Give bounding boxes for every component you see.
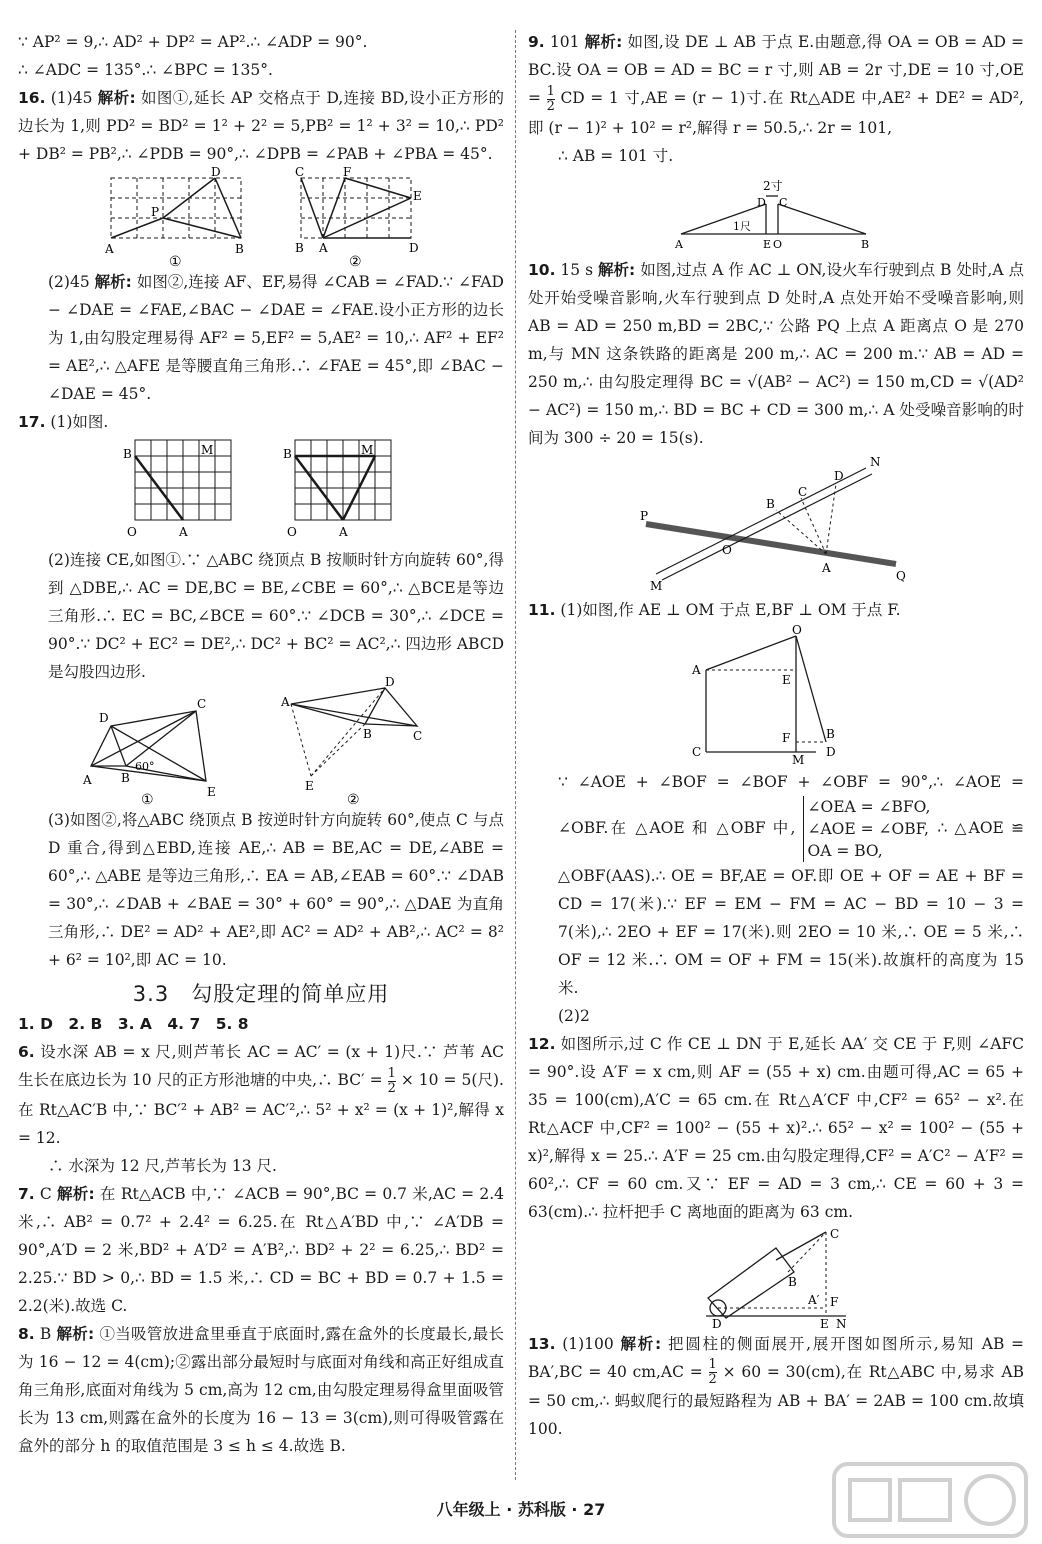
svg-text:P: P	[151, 205, 160, 219]
figure-label: 2寸	[763, 178, 783, 193]
text: 如图,设 DE ⊥ AB 于点 E.由题意,得 OA = OB = AD = BC.设 OA = OB = AD = BC = r 寸,则 AB = 2r 寸,DE = 10 寸,OE =	[528, 33, 1025, 107]
answer: (2)45	[48, 273, 90, 291]
answer: (1)如图.	[50, 413, 109, 431]
text: CD = 1 寸,AE = (r − 1)寸.在 Rt△ADE 中,AE² + DE² = AD²,即 (r − 1)² + 10² = r²,解得 r = 50.5,∴ 2r = 101,	[528, 89, 1024, 137]
svg-text:E: E	[207, 785, 216, 799]
svg-text:C: C	[692, 744, 702, 759]
luggage-figure	[696, 1226, 856, 1331]
text-line: ∵ AP² = 9,∴ AD² + DP² = AP².∴ ∠ADP = 90°.	[18, 33, 368, 51]
svg-text:A: A	[822, 560, 831, 575]
answer: (1)45	[50, 89, 93, 107]
watermark-logo	[830, 1460, 1030, 1540]
analysis-label: 解析:	[94, 273, 132, 291]
svg-text:B: B	[788, 1274, 797, 1289]
svg-text:A: A	[675, 237, 683, 251]
svg-text:D: D	[826, 744, 836, 759]
text: 设水深 AB = x 尺,则芦苇长 AC = AC′ = (x + 1)尺.∵ 芦苇 AC 生长在底边长为 10 尺的正方形池塘的中央,∴ BC′ =	[18, 1043, 504, 1089]
svg-text:A: A	[319, 241, 328, 255]
question-number: 12.	[528, 1034, 556, 1053]
svg-text:M: M	[650, 578, 663, 593]
svg-text:B: B	[766, 496, 775, 511]
question-number: 16.	[18, 89, 46, 107]
svg-text:P: P	[640, 508, 649, 523]
svg-text:C: C	[295, 165, 305, 179]
q17-figures	[18, 675, 504, 808]
svg-text:D: D	[757, 195, 766, 209]
analysis-text: 如图②,连接 AF、EF,易得 ∠CAB = ∠FAD.∵ ∠FAD − ∠DAE = ∠FAE,∠BAC − ∠DAE = ∠FAE.设小正方形的边长为 1,由勾股定理易得 AF² = 5,EF² = 5,AE² = 10,∴ AF² + EF² = AE²,∴ △AFE 是等腰直角三角形.∴ ∠FAE = 45°,即 ∠BAC − ∠DAE = 45°.	[48, 273, 504, 403]
svg-text:A: A	[692, 662, 701, 677]
svg-text:E: E	[820, 1316, 829, 1331]
text: × 10 = 5(尺).在 Rt△AC′B 中,∵ BC′² + AB² = AC′²,∴ 5² + x² = (x + 1)²,解得 x = 12.	[18, 1071, 504, 1147]
question-number: 6.	[18, 1043, 35, 1061]
question-number: 10.	[528, 260, 556, 279]
svg-text:B: B	[363, 727, 372, 741]
svg-text:B: B	[295, 241, 304, 255]
grid-figure-17a	[121, 436, 241, 546]
door-figure	[671, 172, 881, 254]
rotation-figure-1	[81, 686, 241, 806]
svg-text:O: O	[127, 525, 137, 539]
svg-text:E: E	[782, 672, 791, 687]
figure-label: ①	[169, 254, 182, 270]
svg-text:B: B	[826, 726, 835, 741]
question-17	[18, 408, 504, 436]
text: ∴ △AOE ≌	[937, 818, 1024, 837]
svg-text:A: A	[83, 773, 92, 787]
analysis-text: ①当吸管放进盒里垂直于底面时,露在盒外的长度最长,最长为 16 − 12 = 4(cm);②露出部分最短时与底面对角线和高正好组成直角三角形,底面对角线为 5 cm,高为 12 cm,由勾股定理易得盒里面吸管长为 13 cm,则露在盒外的长度为 16 − 13 = 3(cm),则可得吸管露在盒外的部分 h 的取值范围是 3 ≤ h ≤ 4.故选 B.	[18, 1324, 504, 1455]
svg-text:B: B	[283, 447, 292, 461]
q17-part3: (3)如图②,将△ABC 绕顶点 B 按逆时针方向旋转 60°,使点 C 与点 D 重合,得到△EBD,连接 AE,∴ AB = BE,AC = DE,∠ABE = 60°,∴ △ABE 是等边三角形,∴ EA = AB,∠EAB = 60°.∵ ∠DAB = 30°,∴ ∠DAB + ∠BAE = 30° + 60° = 90°,∴ △DAE 为直角三角形,∴ DE² = AD² + AE²,即 AC² = AD² + AB²,∴ AC² = 8² + 6² = 10²,即 AC = 10.	[48, 811, 504, 969]
svg-text:E: E	[413, 189, 422, 203]
svg-text:D: D	[712, 1316, 722, 1331]
answer: (1)100	[562, 1334, 614, 1353]
right-column	[528, 28, 1024, 1443]
svg-text:D: D	[834, 468, 844, 483]
svg-text:A′: A′	[808, 1292, 820, 1307]
svg-text:C: C	[830, 1226, 840, 1241]
q11-proof	[528, 768, 1024, 1002]
svg-text:E: E	[763, 237, 772, 251]
figure-label: ②	[349, 254, 362, 270]
question-6	[18, 1038, 504, 1152]
answer: 15 s	[560, 260, 594, 279]
question-8	[18, 1320, 504, 1460]
svg-text:F: F	[830, 1294, 839, 1309]
q16-part2	[18, 268, 504, 408]
question-11	[528, 596, 1024, 624]
svg-text:O: O	[792, 622, 802, 637]
column-divider	[515, 30, 516, 1480]
analysis-label: 解析:	[56, 1184, 95, 1203]
equation-system	[803, 796, 931, 862]
analysis-text: 在 Rt△ACB 中,∵ ∠ACB = 90°,BC = 0.7 米,AC = 2.4 米,∴ AB² = 0.7² + 2.4² = 6.25.在 Rt△A′BD 中,∵ ∠A′DB = 90°,A′D = 2 米,BD² + A′D² = A′B²,∴ BD² + 2² = 6.25,∴ BD² = 2.25.∵ BD > 0,∴ BD = 1.5 米,∴ CD = BC + BD = 0.7 + 1.5 = 2.2(米).故选 C.	[18, 1184, 504, 1315]
svg-text:M: M	[361, 443, 374, 457]
figure-label: 1尺	[733, 219, 751, 233]
svg-text:A: A	[281, 695, 290, 709]
svg-text:C: C	[413, 729, 423, 743]
grid-figure-2	[291, 165, 422, 270]
svg-text:N: N	[836, 1316, 847, 1331]
answer: B	[39, 1324, 52, 1343]
question-7	[18, 1180, 504, 1320]
analysis-label: 解析:	[97, 89, 136, 107]
answer: 101	[549, 33, 580, 51]
question-9	[528, 28, 1024, 142]
svg-text:Q: Q	[896, 568, 906, 583]
analysis-text: 如图,过点 A 作 AC ⊥ ON,设火车行驶到点 B 处时,A 点处开始受噪音影响,火车行驶到点 D 处时,A 点处开始不受噪音影响,则 AB = AD = 250 m,BD = 2BC,∵ 公路 PQ 上点 A 距离点 O 是 270 m,与 MN 这条铁路的距离是 200 m,∴ AC = 200 m.∵ AB = AD = 250 m,∴ 由勾股定理得 BC = √(AB² − AC²) = 150 m,CD = √(AD² − AC²) = 150 m,∴ BD = BC + CD = 300 m,∴ A 处受噪音影响的时间为 300 ÷ 20 = 15(s).	[528, 260, 1024, 447]
answer: C	[39, 1184, 52, 1203]
left-column	[18, 28, 504, 1460]
svg-text:D: D	[211, 165, 221, 179]
question-number: 17.	[18, 413, 46, 431]
svg-text:②: ②	[347, 792, 360, 808]
fraction: $\frac{1}{2}$	[387, 1065, 396, 1096]
analysis-text: 如图①,延长 AP 交格点于 D,连接 BD,设小正方形的边长为 1,则 PD² = BD² = 1² + 2² = 5,PB² = 1² + 3² = 10,∴ PD² + DB² = PB²,∴ ∠PDB = 90°,∴ ∠DPB = ∠PAB + ∠PBA = 45°.	[18, 89, 504, 163]
svg-text:B: B	[121, 771, 130, 785]
q11-part2: (2)2	[558, 1006, 590, 1025]
svg-text:E: E	[305, 779, 314, 793]
svg-text:F: F	[782, 730, 791, 745]
grid-figure-1	[101, 165, 251, 270]
q16-figures	[18, 165, 504, 270]
q17-part2: (2)连接 CE,如图①.∵ △ABC 绕顶点 B 按顺时针方向旋转 60°,得到 △DBE,∴ AC = DE,BC = BE,∠CBE = 60°,∴ △BCE是等边三角形.∴ EC = BC,∠BCE = 60°.∵ ∠DCB = 30°,∴ ∠DCE = 90°.∵ DC² + EC² = DE²,∴ DC² + BC² = AC²,∴ 四边形 ABCD 是勾股四边形.	[48, 551, 504, 681]
railway-figure	[626, 454, 926, 594]
svg-text:M: M	[792, 752, 805, 767]
text: △OBF(AAS).∴ OE = BF,AE = OF.即 OE + OF = AE + BF = CD = 17(米).∵ EF = EM − FM = AC − BD = 10 − 3 = 7(米),∴ 2EO + EF = 17(米).则 2EO = 10 米,∴ OE = 5 米,∴ OF = 12 米.∴ OM = OF + FM = 15(米).故旗杆的高度为 15 米.	[558, 866, 1024, 997]
svg-text:D: D	[99, 711, 109, 725]
question-number: 9.	[528, 33, 545, 51]
svg-text:O: O	[773, 237, 783, 251]
svg-text:60°: 60°	[135, 760, 155, 773]
answers-1-5: 1. D 2. B 3. A 4. 7 5. 8	[18, 1015, 249, 1033]
svg-text:A: A	[105, 242, 114, 256]
fraction: $\frac{1}{2}$	[546, 83, 555, 114]
analysis-label: 解析:	[620, 1334, 662, 1353]
svg-text:C: C	[798, 484, 808, 499]
text-line: ∴ 水深为 12 尺,芦苇长为 13 尺.	[48, 1156, 277, 1175]
text: 把圆柱的侧面展开,展开图如图所示,易知 AB = BA′,BC = 40 cm,AC =	[528, 1334, 1025, 1381]
page-footer: 八年级上 · 苏科版 · 27	[436, 1500, 606, 1519]
svg-text:①: ①	[141, 792, 154, 808]
text: ∠OEA = ∠BFO,	[807, 797, 931, 816]
text-line: ∴ ∠ADC = 135°.∴ ∠BPC = 135°.	[18, 61, 273, 79]
question-10	[528, 256, 1024, 452]
question-13	[528, 1330, 1024, 1444]
flagpole-figure	[686, 622, 866, 767]
text: 如图所示,过 C 作 CE ⊥ DN 于 E,延长 AA′ 交 CE 于 F,则 ∠AFC = 90°.设 A′F = x cm,则 AF = (55 + x) cm.由题可得,AC = 65 + 35 = 100(cm),A′C = 65 cm.在 Rt△A′CF 中,CF² = 65² − x².在 Rt△ACF 中,CF² = 100² − (55 + x)².∴ 65² − x² = 100² − (55 + x)²,解得 x = 25.∴ A′F = 25 cm.由勾股定理得,CF² = A′C² − A′F² = 60²,∴ CF = 60 cm.又∵ EF = AD = 3 cm,∴ CE = 60 + 3 = 63(cm).∴ 拉杆把手 C 离地面的距离为 63 cm.	[528, 1034, 1024, 1221]
text-line: ∴ AB = 101 寸.	[558, 146, 674, 165]
svg-text:O: O	[287, 525, 297, 539]
analysis-label: 解析:	[56, 1324, 95, 1343]
svg-text:D: D	[409, 241, 419, 255]
svg-text:F: F	[343, 165, 352, 179]
analysis-label: 解析:	[584, 33, 623, 51]
question-number: 8.	[18, 1324, 35, 1343]
svg-text:D: D	[385, 675, 395, 689]
svg-text:A: A	[179, 525, 188, 539]
svg-text:B: B	[861, 237, 870, 251]
section-title: 3.3 勾股定理的简单应用	[132, 982, 390, 1006]
rotation-figure-2	[281, 675, 441, 808]
svg-text:O: O	[722, 542, 732, 557]
svg-text:M: M	[201, 443, 214, 457]
q17-grids	[18, 436, 504, 546]
question-12	[528, 1030, 1024, 1226]
fraction: $\frac{1}{2}$	[708, 1357, 717, 1387]
question-number: 11.	[528, 600, 556, 619]
grid-figure-17b	[281, 436, 401, 546]
text: ∵ ∠AOE + ∠BOF = ∠BOF + ∠OBF = 90°,∴ ∠AOE = ∠OBF.在 △AOE 和 △OBF 中,	[558, 772, 1024, 837]
question-number: 7.	[18, 1184, 35, 1203]
svg-text:C: C	[779, 195, 788, 209]
text: OA = BO,	[807, 841, 883, 860]
svg-text:C: C	[197, 697, 207, 711]
text: (1)如图,作 AE ⊥ OM 于点 E,BF ⊥ OM 于点 F.	[560, 600, 901, 619]
question-16	[18, 84, 504, 168]
text: × 60 = 30(cm),在 Rt△ABC 中,易求 AB = 50 cm,∴ 蚂蚁爬行的最短路程为 AB + BA′ = 2AB = 100 cm.故填 100.	[528, 1362, 1024, 1438]
question-number: 13.	[528, 1334, 556, 1353]
svg-text:N: N	[870, 454, 881, 469]
svg-text:B: B	[123, 447, 132, 461]
analysis-label: 解析:	[598, 260, 636, 279]
text: ∠AOE = ∠OBF,	[807, 819, 929, 838]
svg-text:B: B	[235, 242, 244, 256]
svg-text:A: A	[339, 525, 348, 539]
